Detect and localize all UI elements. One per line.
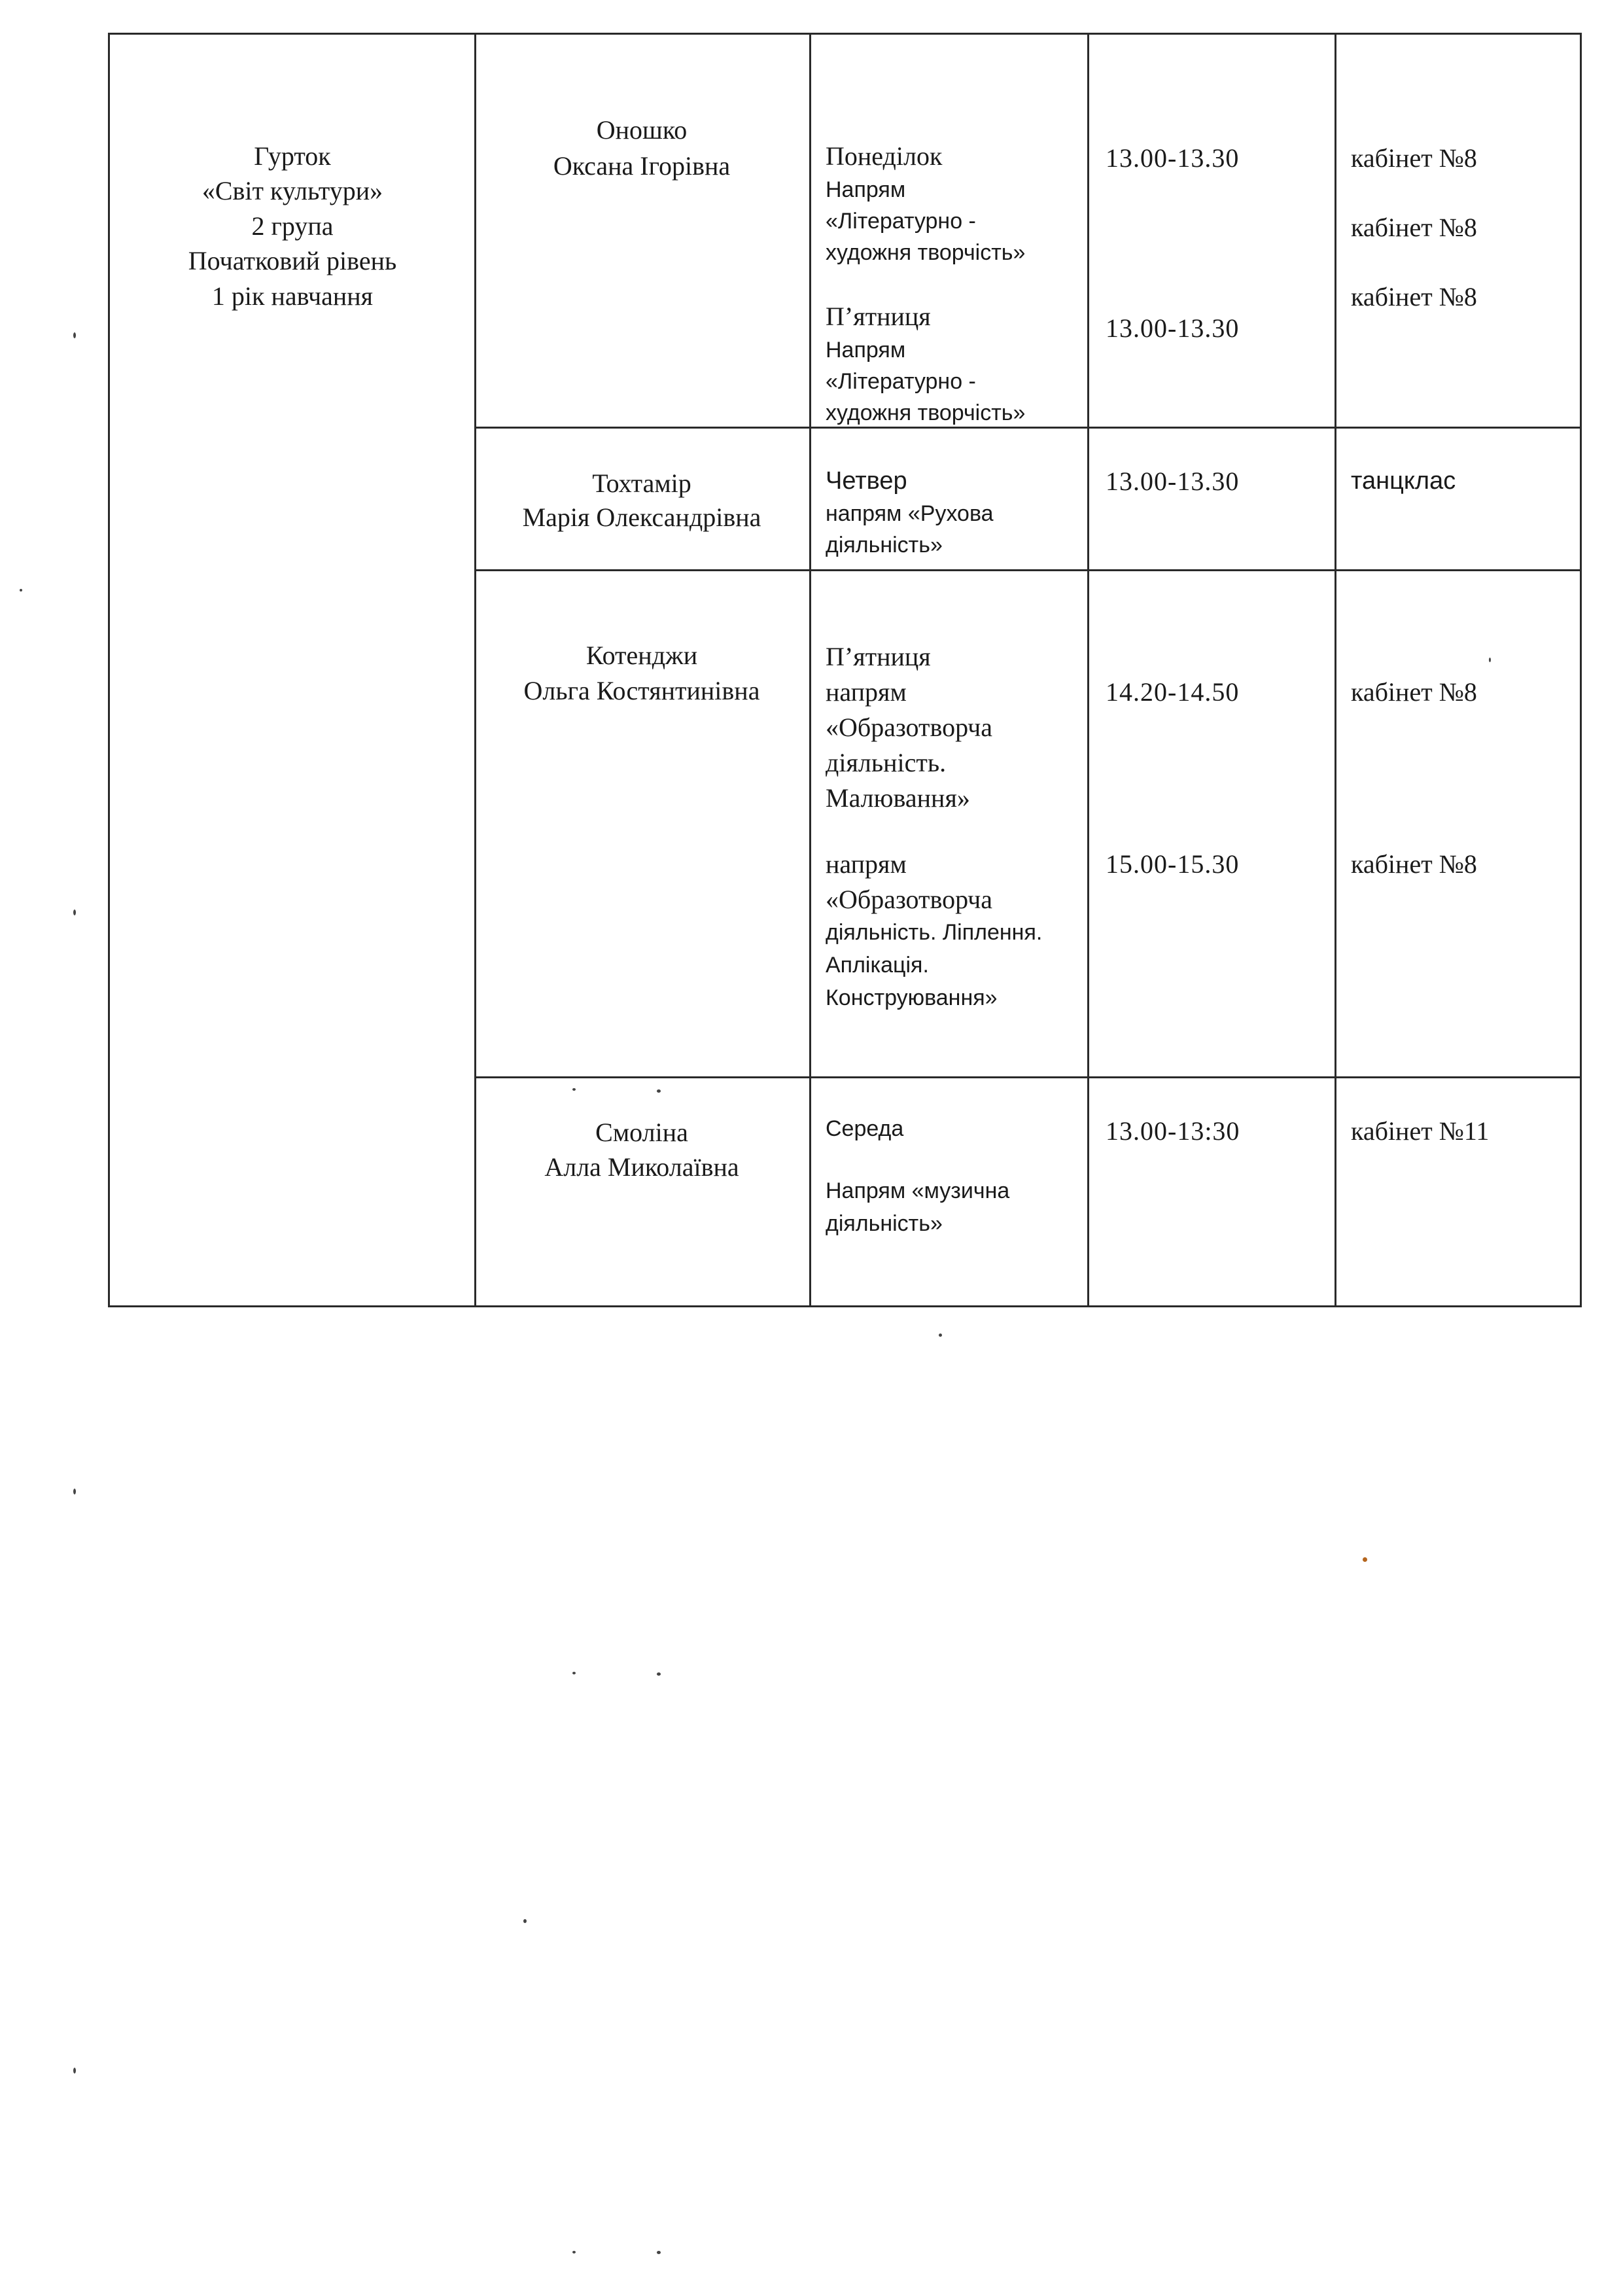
session-room: танцклас (1351, 467, 1456, 495)
column-divider (809, 33, 811, 1307)
table-left-border (108, 33, 110, 1307)
table-right-border (1580, 33, 1582, 1307)
session-direction: «Образотворча (826, 713, 992, 742)
session-day: Середа (826, 1116, 904, 1141)
scan-speck (73, 1489, 76, 1494)
group-line: Гурток (254, 141, 331, 171)
table-bottom-border (108, 1305, 1582, 1307)
session-day: Понеділок (826, 141, 943, 171)
session-room: кабінет №8 (1351, 849, 1477, 879)
teacher-surname: Тохтамір (592, 468, 691, 498)
session-direction: Напрям (826, 338, 906, 362)
teacher-surname: Оношко (596, 115, 688, 145)
session-direction: діяльність» (826, 533, 943, 557)
session-room: кабінет №11 (1351, 1116, 1490, 1146)
session-direction: діяльність. Ліплення. (826, 920, 1043, 945)
group-line: «Світ культури» (201, 176, 383, 205)
teacher-surname: Смоліна (595, 1118, 688, 1147)
session-day: П’ятниця (826, 302, 931, 331)
scan-speck (1363, 1557, 1367, 1562)
session-time: 13.00-13.30 (1106, 143, 1240, 173)
scan-speck (657, 1672, 661, 1676)
scan-speck (523, 1919, 527, 1923)
session-day: Четвер (826, 467, 907, 495)
session-direction: напрям (826, 677, 907, 707)
scan-speck (1489, 658, 1491, 662)
teacher-surname: Котенджи (585, 641, 698, 670)
session-direction: художня творчість» (826, 240, 1026, 265)
session-room: кабінет №8 (1351, 677, 1477, 707)
scan-speck (657, 1089, 661, 1093)
session-direction: Напрям (826, 177, 906, 202)
scan-speck (572, 1088, 576, 1091)
scan-speck (572, 2251, 576, 2253)
session-day: П’ятниця (826, 642, 931, 671)
session-time: 13.00-13:30 (1106, 1116, 1240, 1146)
row-divider (474, 1076, 1582, 1078)
session-time: 14.20-14.50 (1106, 677, 1240, 707)
table-top-border (108, 33, 1582, 35)
scan-speck (20, 589, 22, 592)
teacher-name: Оксана Ігорівна (553, 151, 731, 181)
session-direction: «Образотворча (826, 885, 992, 914)
scan-speck (572, 1672, 576, 1674)
scan-speck (73, 2068, 76, 2074)
scan-speck (939, 1333, 942, 1337)
session-time: 13.00-13.30 (1106, 467, 1240, 496)
group-line: 2 група (251, 211, 334, 241)
row-divider (474, 427, 1582, 429)
scan-speck (73, 910, 76, 915)
session-room: кабінет №8 (1351, 213, 1477, 242)
session-direction: напрям (826, 849, 907, 879)
column-divider (1087, 33, 1089, 1307)
column-divider (474, 33, 476, 1307)
scan-speck (657, 2251, 661, 2254)
row-divider (474, 569, 1582, 571)
session-direction: «Літературно - (826, 209, 976, 234)
session-time: 15.00-15.30 (1106, 849, 1240, 879)
session-room: кабінет №8 (1351, 143, 1477, 173)
session-time: 13.00-13.30 (1106, 313, 1240, 343)
session-room: кабінет №8 (1351, 282, 1477, 311)
session-direction: діяльність» (826, 1211, 943, 1236)
teacher-name: Алла Миколаївна (544, 1152, 739, 1182)
session-direction: «Літературно - (826, 369, 976, 394)
scan-speck (73, 332, 76, 338)
session-direction: Напрям «музична (826, 1178, 1010, 1203)
group-line: Початковий рівень (188, 246, 397, 275)
session-direction: Конструювання» (826, 985, 998, 1010)
session-direction: художня творчість» (826, 400, 1026, 425)
teacher-name: Марія Олександрівна (522, 503, 761, 532)
session-direction: напрям «Рухова (826, 501, 994, 526)
teacher-name: Ольга Костянтинівна (523, 676, 760, 705)
column-divider (1335, 33, 1336, 1307)
group-line: 1 рік навчання (211, 281, 374, 311)
session-direction: Малювання» (826, 783, 970, 813)
session-direction: Аплікація. (826, 953, 929, 978)
session-direction: діяльність. (826, 748, 947, 777)
